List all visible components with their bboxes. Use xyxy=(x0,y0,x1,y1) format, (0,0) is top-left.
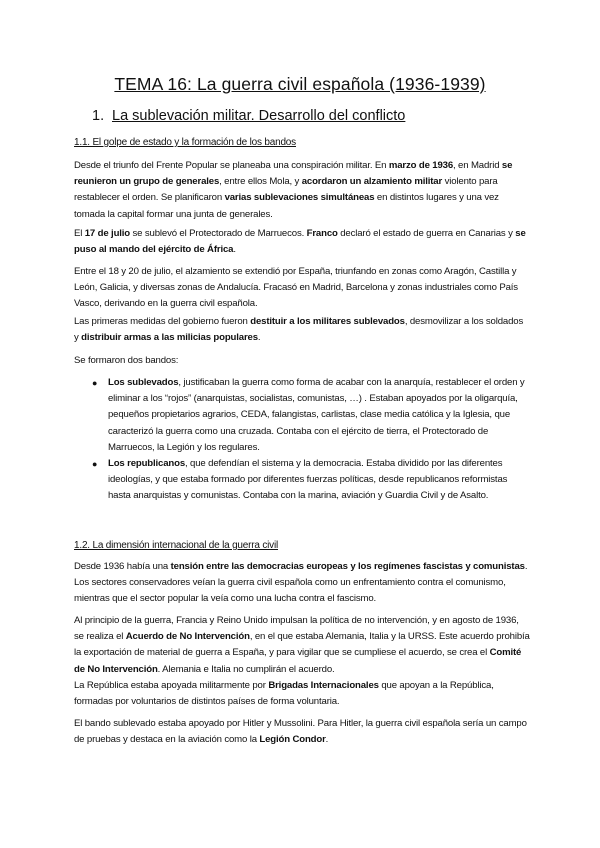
bold-text: se reunieron un grupo de generales xyxy=(74,160,513,188)
document-title: TEMA 16: La guerra civil española (1936-1939) xyxy=(114,74,486,94)
bold-text: acordaron un alzamiento militar xyxy=(301,176,443,188)
text: . xyxy=(233,244,236,256)
bold-text: 17 de julio xyxy=(84,228,131,239)
bold-text: Legión Condor xyxy=(259,734,326,746)
bold-text: Acuerdo de No Intervención xyxy=(125,631,250,643)
text: El bando sublevado estaba apoyado por Hitler y Mussolini. Para Hitler, la guerra civil española sería un campo de pruebas y destaca en la aviación como la xyxy=(74,718,527,746)
text: , desmovilizar a los soldados y xyxy=(74,316,524,344)
bold-text: Los sublevados xyxy=(108,377,179,388)
paragraph-government-measures xyxy=(74,314,530,346)
text: Las primeras medidas del gobierno fueron xyxy=(74,316,251,327)
bold-text: se puso al mando del ejército de África xyxy=(74,228,526,256)
bold-text: Brigadas Internacionales xyxy=(268,680,379,691)
paragraph-conspiracy xyxy=(74,158,530,223)
text: declaró el estado de guerra en Canarias y xyxy=(337,228,516,239)
section-number: 1. xyxy=(92,108,105,124)
paragraph-extension: Entre el 18 y 20 de julio, el alzamiento se extendió por España, triunfando en zonas como Aragón, Castilla y León, Galicia, y diversas zonas de Andalucía. Fracasó en Madrid, Barcelona y zonas industriales como País Vasco, derivando en la guerra civil española. xyxy=(74,266,518,310)
text: que apoyan a la República, formadas por voluntarios de distintos países de forma voluntaria. xyxy=(74,680,494,708)
section-heading xyxy=(92,108,405,124)
text: Al principio de la guerra, Francia y Reino Unido impulsan la política de no intervención, y en agosto de 1936, se realiza el xyxy=(74,615,519,643)
subsection-heading-1-1: 1.1. El golpe de estado y la formación de los bandos xyxy=(74,137,296,148)
bold-text: tensión entre las democracias europeas y los regímenes fascistas y comunistas xyxy=(170,561,525,572)
text: La República estaba apoyada militarmente por xyxy=(74,680,269,691)
bold-text: Comité de No Intervención xyxy=(74,647,522,675)
bold-text: varias sublevaciones simultáneas xyxy=(224,192,375,204)
paragraph-international-brigades xyxy=(74,678,530,710)
paragraph-uprising xyxy=(74,226,530,258)
text: , en Madrid xyxy=(453,160,502,171)
bullet-icon: ● xyxy=(92,459,98,470)
list-item-sublevados xyxy=(92,375,530,456)
bold-text: Franco xyxy=(306,228,338,239)
sides-list xyxy=(92,375,530,505)
text: . Alemania e Italia no cumplirán el acuerdo. xyxy=(157,663,335,675)
list-item-republicanos xyxy=(92,456,530,505)
text: Desde el triunfo del Frente Popular se planeaba una conspiración militar. En xyxy=(74,160,389,171)
text: , justificaban la guerra como forma de acabar con la anarquía, restablecer el orden y eliminar a los “rojos” (anarquistas, socialistas, comunistas, …) . Estaban apoyados por la oligarquía, pequeños propietarios agrarios, CEDA, falangistas, carlistas, clase media católica y la Iglesia, que caracterizó la guerra como una cruzada. Contaba con el ejército de tierra, el Protectorado de Marruecos, la Legión y los regulares. xyxy=(108,377,525,453)
subsection-heading-1-2: 1.2. La dimensión internacional de la guerra civil xyxy=(74,540,279,551)
text: violento para restablecer el orden. Se planificaron xyxy=(74,176,498,204)
paragraph-fascist-support xyxy=(74,716,530,748)
bullet-icon: ● xyxy=(92,378,98,388)
paragraph-two-sides: Se formaron dos bandos: xyxy=(74,355,179,366)
text: . xyxy=(257,332,261,344)
bold-text: destituir a los militares sublevados xyxy=(250,316,405,327)
text: . xyxy=(325,734,329,746)
text: , en el que estaba Alemania, Italia y la URSS. Este acuerdo prohibía la exportación de material de guerra a España, y para vigilar que se cumpliese el acuerdo, se crea el xyxy=(74,631,530,659)
paragraph-non-intervention xyxy=(74,613,530,678)
bold-text: marzo de 1936 xyxy=(388,160,454,171)
text: Desde 1936 había una xyxy=(74,561,171,572)
text: en distintos lugares y una vez tomada la capital formar una junta de generales. xyxy=(74,192,499,220)
text: se sublevó el Protectorado de Marruecos. xyxy=(130,228,307,239)
text: , que defendían el sistema y la democracia. Estaba dividido por las diferentes ideologías, y que estaba formado por diferentes fuerzas políticas, desde republicanos reformistas hasta anarquistas y comunistas. Contaba con la marina, aviación y Guardia Civil y de Asalto. xyxy=(108,458,508,502)
text: . Los sectores conservadores veían la guerra civil española como un enfrentamiento contra el comunismo, mientras que el sector popular la veía como una lucha contra el fascismo. xyxy=(74,561,528,605)
bold-text: Los republicanos xyxy=(108,458,186,470)
paragraph-international-tension xyxy=(74,559,530,608)
bold-text: distribuir armas a las milicias populares xyxy=(81,332,258,344)
text: El xyxy=(74,228,85,239)
text: , entre ellos Mola, y xyxy=(219,176,302,188)
section-title: La sublevación militar. Desarrollo del conflicto xyxy=(112,108,406,124)
